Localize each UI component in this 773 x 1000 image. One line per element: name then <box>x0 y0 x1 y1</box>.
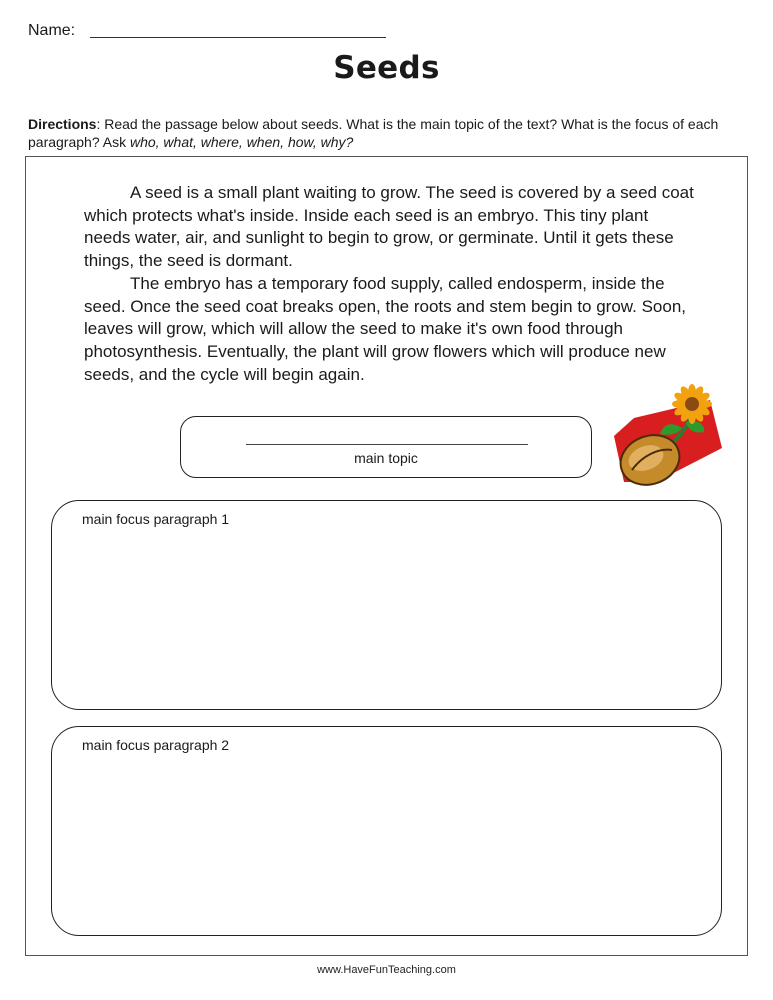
name-label: Name: <box>28 22 76 39</box>
name-line[interactable] <box>90 37 386 38</box>
passage-paragraph-1: A seed is a small plant waiting to grow. The seed is covered by a seed coat which protects what's inside. Inside each seed is an embryo. This tiny plant needs water, air, and sunlight to begin to grow, or germinate. Until it gets these things, the seed is dormant. <box>84 183 694 271</box>
page-title: Seeds <box>333 50 440 86</box>
directions <box>28 115 748 151</box>
directions-text: : Read the passage below about seeds. What is the main topic of the text? What is the focus of each paragraph? Ask <box>28 116 719 150</box>
passage <box>84 182 694 386</box>
main-topic-label: main topic <box>354 450 418 466</box>
focus-box-paragraph-1[interactable] <box>51 500 722 710</box>
directions-questions: who, what, where, when, how, why? <box>129 134 354 150</box>
directions-label: Directions <box>28 116 97 132</box>
sprouting-seed-icon <box>612 378 724 494</box>
focus-label-paragraph-2: main focus paragraph 2 <box>82 737 230 753</box>
focus-box-paragraph-2[interactable] <box>51 726 722 936</box>
footer-url[interactable]: www.HaveFunTeaching.com <box>317 964 456 976</box>
passage-paragraph-2: The embryo has a temporary food supply, called endosperm, inside the seed. Once the seed coat breaks open, the roots and stem begin to grow. Soon, leaves will grow, which will allow the seed to make it's own food through photosynthesis. Eventually, the plant will grow flowers which will produce new seeds, and the cycle will begin again. <box>84 273 686 384</box>
focus-label-paragraph-1: main focus paragraph 1 <box>82 511 230 527</box>
main-topic-line[interactable] <box>246 444 528 445</box>
main-topic-box[interactable] <box>180 416 592 478</box>
